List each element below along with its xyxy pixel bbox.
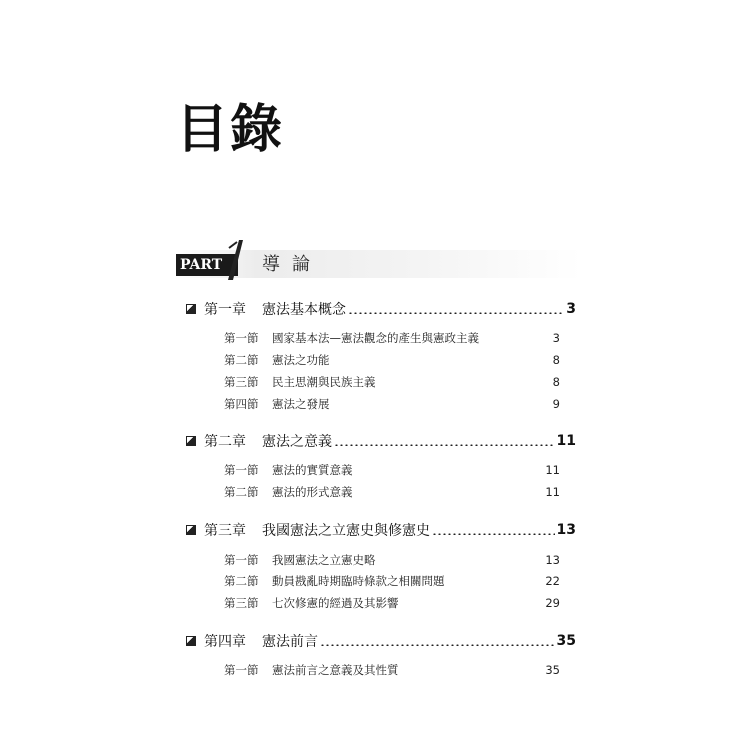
part-title: 導論 [262,254,322,275]
section-row[interactable] [224,329,560,347]
part-label: PART [176,254,238,276]
section-page: 13 [545,553,560,567]
chapter-page: 11 [556,433,576,449]
section-page: 29 [545,596,560,610]
section-name: 動員戡亂時期臨時條款之相關問題 [272,574,445,588]
section-row[interactable] [224,483,560,501]
section-name: 憲法的形式意義 [272,485,353,499]
section-page: 11 [545,463,560,477]
section-number: 第二節 [224,574,259,588]
section-number: 第一節 [224,331,259,345]
chapter-row[interactable] [186,298,576,320]
section-row[interactable] [224,461,560,479]
chapter-number: 第一章 [204,302,246,318]
section-number: 第二節 [224,485,259,499]
chapter-number: 第三章 [204,523,246,539]
section-page: 22 [545,574,560,588]
section-name: 七次修憲的經過及其影響 [272,596,399,610]
chapter-name: 憲法之意義 [262,434,332,450]
section-page: 3 [552,331,560,345]
dot-leader [334,444,555,446]
section-page: 35 [545,663,560,677]
section-row[interactable] [224,395,560,413]
section-row[interactable] [224,661,560,679]
section-row[interactable] [224,373,560,391]
section-name: 憲法的實質意義 [272,463,353,477]
chapter-row[interactable] [186,519,576,541]
chapter-name: 我國憲法之立憲史與修憲史 [262,523,430,539]
section-name: 憲法之發展 [272,397,330,411]
chapter-name: 憲法前言 [262,634,318,650]
section-name: 憲法前言之意義及其性質 [272,663,399,677]
section-number: 第三節 [224,375,259,389]
section-number: 第四節 [224,397,259,411]
chapter-page: 13 [556,522,576,538]
section-number: 第一節 [224,553,259,567]
chapter-row[interactable] [186,430,576,452]
chapter-page: 35 [556,633,576,649]
dot-leader [432,533,555,535]
chapter-page: 3 [566,301,576,317]
dot-leader [320,644,555,646]
chapter-bullet-icon [186,304,196,314]
section-page: 11 [545,485,560,499]
page-title: 目錄 [176,99,285,160]
section-number: 第一節 [224,663,259,677]
chapter-number: 第四章 [204,634,246,650]
section-page: 8 [552,353,560,367]
section-row[interactable] [224,594,560,612]
chapter-number: 第二章 [204,434,246,450]
section-row[interactable] [224,551,560,569]
section-page: 9 [552,397,560,411]
section-name: 我國憲法之立憲史略 [272,553,376,567]
section-row[interactable] [224,572,560,590]
section-page: 8 [552,375,560,389]
chapter-bullet-icon [186,636,196,646]
section-number: 第一節 [224,463,259,477]
section-name: 國家基本法—憲法觀念的產生與憲政主義 [272,331,479,345]
section-number: 第二節 [224,353,259,367]
chapter-row[interactable] [186,630,576,652]
part-number-glyph [225,238,245,282]
dot-leader [348,312,564,314]
chapter-name: 憲法基本概念 [262,302,346,318]
section-row[interactable] [224,351,560,369]
section-name: 民主思潮與民族主義 [272,375,376,389]
chapter-bullet-icon [186,525,196,535]
chapter-bullet-icon [186,436,196,446]
section-number: 第三節 [224,596,259,610]
section-name: 憲法之功能 [272,353,330,367]
